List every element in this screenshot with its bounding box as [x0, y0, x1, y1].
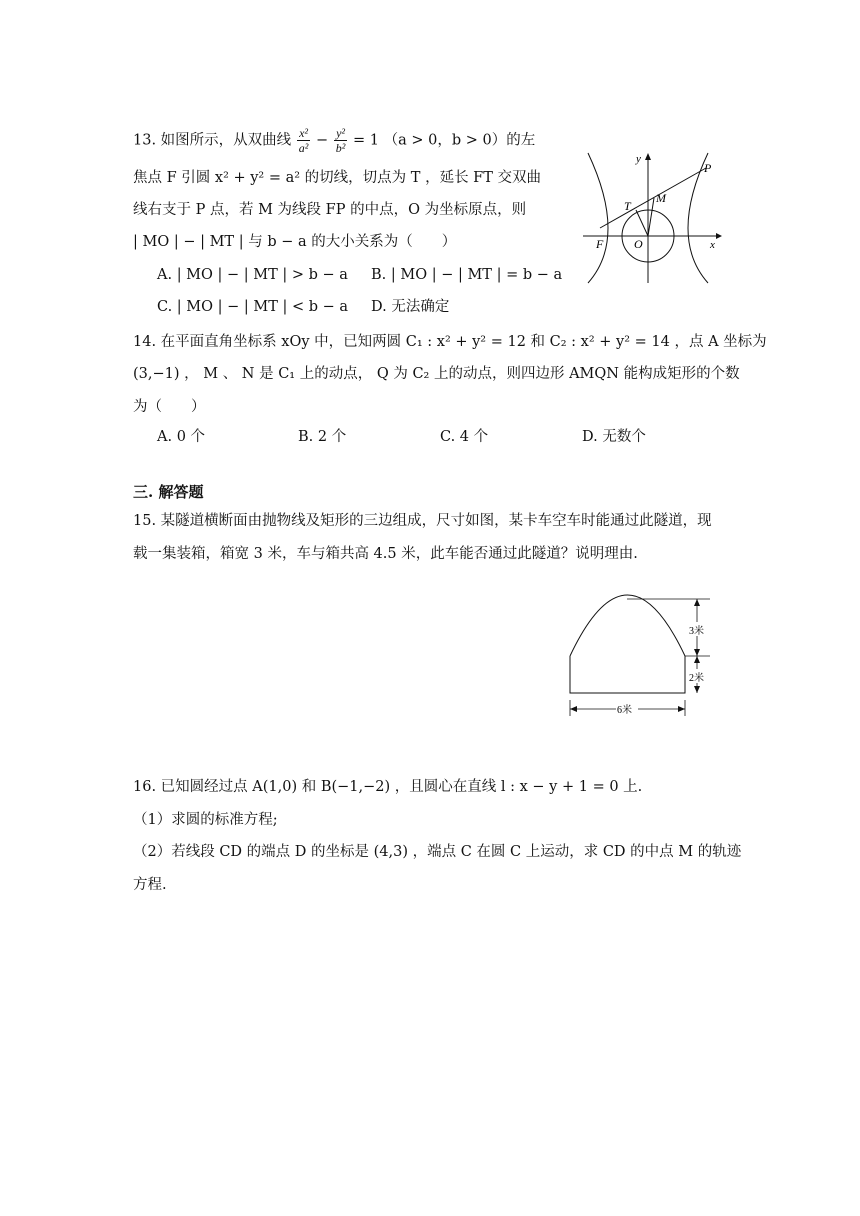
q14-line2: (3,−1) ， M 、 N 是 C₁ 上的动点， Q 为 C₂ 上的动点，则四边形 AMQN 能构成矩形的个数: [133, 366, 740, 382]
hyperbola-left-branch: [588, 153, 608, 283]
label-y: y: [636, 153, 641, 165]
label-6m: 6米: [617, 705, 632, 716]
q16-line3: （2）若线段 CD 的端点 D 的坐标是 (4,3) ，端点 C 在圆 C 上运动，求 CD 的中点 M 的轨迹: [133, 844, 742, 860]
arrow-down-1: [694, 649, 700, 656]
y-axis-arrow: [645, 153, 651, 160]
q14-line3: 为（ ）: [133, 399, 206, 415]
q13-option-c: C. | MO | − | MT | < b − a: [157, 299, 349, 315]
q14-option-a: A. 0 个: [157, 429, 206, 445]
q13-line3: 线右支于 P 点，若 M 为线段 FP 的中点，O 为坐标原点，则: [133, 202, 527, 218]
q13-option-a: A. | MO | − | MT | > b − a: [157, 267, 348, 283]
q16-line1: 16. 已知圆经过点 A(1,0) 和 B(−1,−2) ，且圆心在直线 l : x − y + 1 = 0 上.: [133, 779, 643, 795]
label-x: x: [710, 239, 715, 251]
q14-option-b: B. 2 个: [298, 429, 347, 445]
arrow-right: [678, 706, 685, 712]
segment-om: [648, 198, 654, 236]
q13-line4: | MO | − | MT | 与 b − a 的大小关系为（ ）: [133, 234, 457, 250]
label-3m: 3米: [689, 626, 704, 637]
tunnel-figure: [560, 590, 720, 720]
label-f: F: [596, 237, 604, 251]
q13-fraction-y: $\frac{\text{y²}}{\text{b²}}$: [335, 126, 346, 155]
q13-minus: −: [316, 132, 329, 149]
arrow-down-2: [694, 686, 700, 693]
tangent-line-fp: [600, 168, 706, 228]
q14-option-c: C. 4 个: [440, 429, 489, 445]
hyperbola-figure: [578, 148, 728, 288]
tunnel-outline: [570, 656, 685, 693]
q15-line1: 15. 某隧道横断面由抛物线及矩形的三边组成，尺寸如图，某卡车空车时能通过此隧道，现: [133, 513, 712, 529]
arrow-up-2: [694, 656, 700, 663]
q13-equals: = 1: [352, 132, 379, 149]
label-t: T: [624, 199, 631, 213]
q16-line2: （1）求圆的标准方程;: [133, 812, 278, 828]
label-m: M: [656, 191, 666, 205]
q14-line1: 14. 在平面直角坐标系 xOy 中，已知两圆 C₁ : x² + y² = 12 和 C₂ : x² + y² = 14 ，点 A 坐标为: [133, 334, 767, 350]
q16-line4: 方程.: [133, 877, 167, 893]
q13-option-b: B. | MO | − | MT | = b − a: [371, 267, 563, 283]
section-title: 三. 解答题: [133, 483, 204, 501]
q13-number: 13.: [133, 132, 157, 149]
label-2m: 2米: [689, 673, 704, 684]
q13-fraction-x: $\frac{\text{x²}}{\text{a²}}$: [298, 126, 309, 155]
arrow-up-1: [694, 599, 700, 606]
q13-intro: 如图所示，从双曲线: [160, 132, 292, 149]
q13-condition: （a > 0，b > 0）的左: [383, 132, 536, 149]
q14-option-d: D. 无数个: [582, 429, 646, 445]
q13-line2: 焦点 F 引圆 x² + y² = a² 的切线，切点为 T ，延长 FT 交双曲: [133, 170, 542, 186]
label-p: P: [704, 161, 712, 175]
x-axis-arrow: [716, 233, 722, 239]
segment-ot: [636, 210, 648, 236]
tunnel-parabola: [570, 595, 685, 656]
label-o: O: [634, 237, 643, 251]
q15-line2: 载一集装箱，箱宽 3 米，车与箱共高 4.5 米，此车能否通过此隧道？说明理由.: [133, 546, 638, 562]
arrow-left: [570, 706, 577, 712]
q13-line1: [133, 126, 535, 155]
q13-option-d: D. 无法确定: [371, 299, 450, 315]
